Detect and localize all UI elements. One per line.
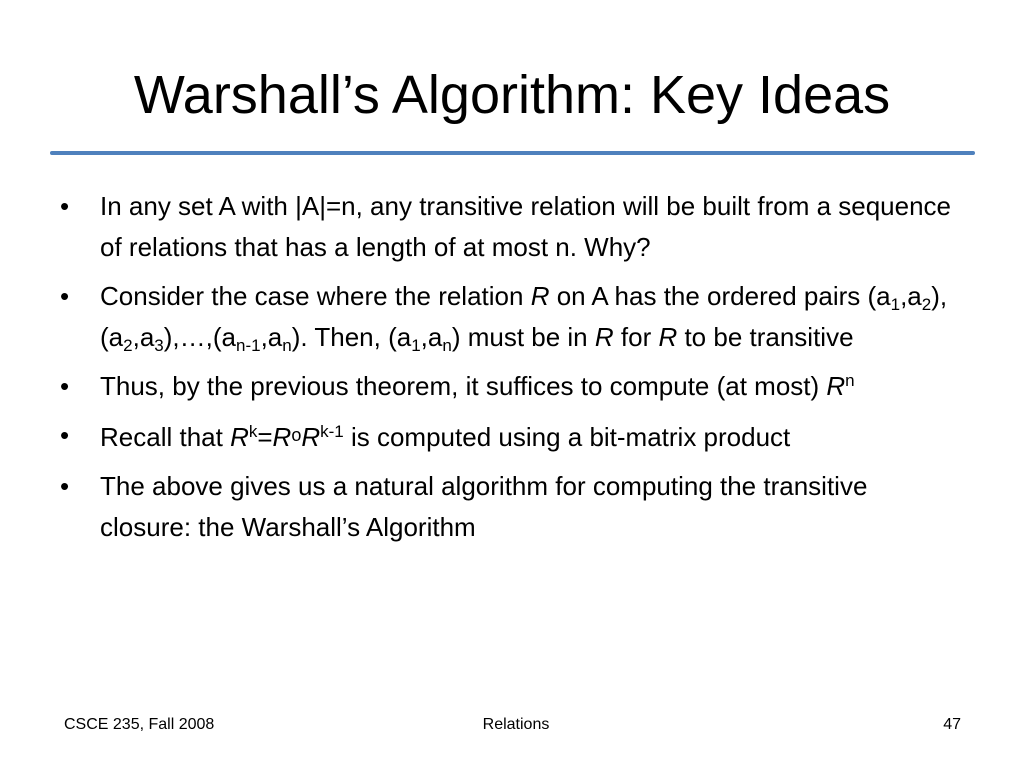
footer-course: CSCE 235, Fall 2008 — [64, 716, 215, 733]
text-run: ,a — [420, 322, 443, 352]
text-run: is computed using a bit-matrix product — [343, 422, 791, 452]
relation-symbol: R — [826, 371, 846, 401]
bullet-text — [100, 371, 855, 401]
text-run: ,a — [132, 322, 155, 352]
title-underline — [50, 151, 975, 155]
text-run: ) must be in — [451, 322, 595, 352]
text-run: ),(a — [100, 281, 948, 352]
bullet-text — [100, 422, 790, 452]
bullet-item-1 — [56, 186, 956, 268]
bullet-text: In any set A with |A|=n, any transitive relation will be built from a sequence of relations that has a length of at most n. Why? — [100, 191, 952, 262]
subscript: 2 — [921, 295, 932, 314]
bullet-text: The above gives us a natural algorithm for computing the transitive closure: the Warshall’s Algorithm — [100, 471, 868, 542]
composition-operator: o — [291, 425, 302, 445]
bullet-text — [100, 281, 948, 355]
subscript: 1 — [890, 295, 901, 314]
bullet-item-2 — [56, 276, 956, 358]
text-run: ),…,(a — [163, 322, 236, 352]
footer-topic: Relations — [482, 716, 550, 733]
superscript: k-1 — [320, 422, 344, 441]
bullet-dot-icon: • — [60, 191, 70, 221]
text-run: ,a — [260, 322, 283, 352]
relation-symbol: R — [272, 422, 292, 452]
bullet-dot-icon: • — [60, 420, 70, 450]
text-run: on A has the ordered pairs (a — [549, 281, 891, 311]
subscript: n-1 — [235, 336, 261, 355]
subscript: 3 — [154, 336, 164, 355]
bullet-list — [56, 186, 956, 556]
subscript: 2 — [123, 336, 133, 355]
text-run: Recall that — [100, 422, 231, 452]
text-run: Consider the case where the relation — [100, 281, 531, 311]
superscript: k — [248, 422, 258, 441]
text-run: to be transitive — [677, 322, 854, 352]
equals-sign: = — [257, 422, 273, 452]
relation-symbol: R — [230, 422, 249, 452]
superscript: n — [845, 371, 855, 390]
subscript: n — [282, 336, 292, 355]
bullet-item-4 — [56, 415, 956, 458]
text-run: for — [613, 322, 659, 352]
relation-symbol: R — [530, 281, 550, 311]
subscript: 1 — [411, 336, 421, 355]
bullet-dot-icon: • — [60, 281, 70, 311]
bullet-item-3 — [56, 366, 956, 407]
relation-symbol: R — [301, 422, 321, 452]
bullet-dot-icon: • — [60, 471, 70, 501]
bullet-dot-icon: • — [60, 371, 70, 401]
slide-title: Warshall’s Algorithm: Key Ideas — [133, 65, 891, 125]
footer-slide-number: 47 — [943, 716, 961, 733]
bullet-item-5 — [56, 466, 956, 548]
relation-symbol: R — [658, 322, 678, 352]
text-run: Thus, by the previous theorem, it suffices to compute (at most) — [100, 371, 827, 401]
subscript: n — [442, 336, 452, 355]
text-run: ). Then, (a — [291, 322, 412, 352]
text-run: ,a — [900, 281, 922, 311]
relation-symbol: R — [594, 322, 614, 352]
